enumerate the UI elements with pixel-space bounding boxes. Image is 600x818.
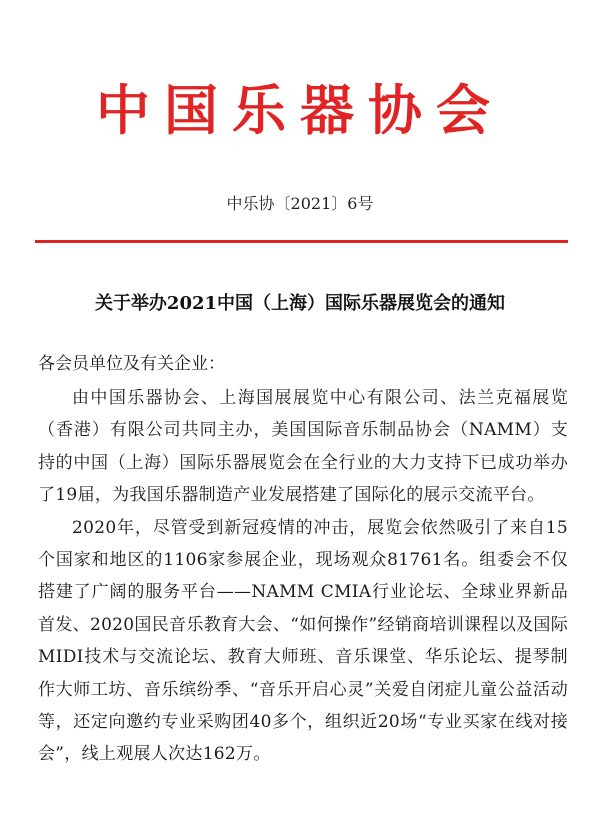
- red-divider-line: [35, 240, 568, 243]
- notice-title: 关于举办2021中国（上海）国际乐器展览会的通知: [94, 293, 506, 314]
- document-number: 中乐协〔2021〕6号: [226, 194, 374, 213]
- org-name-heading: 中国乐器协会: [96, 78, 504, 142]
- body-text: [38, 382, 568, 771]
- body-paragraph: 由中国乐器协会、上海国展展览中心有限公司、法兰克福展览（香港）有限公司共同主办，美国国际音乐制品协会（NAMM）支持的中国（上海）国际乐器展览会在全行业的大力支持下已成功举办了19届，为我国乐器制造产业发展搭建了国际化的展示交流平台。: [38, 388, 568, 506]
- salutation: 各会员单位及有关企业：: [38, 354, 225, 374]
- body-paragraph: 2020年，尽管受到新冠疫情的冲击，展览会依然吸引了来自15个国家和地区的1106家参展企业，现场观众81761名。组委会不仅搭建了广阔的服务平台——NAMM CMIA行业论坛、全球业界新品首发、2020国民音乐教育大会、“如何操作”经销商培训课程以及国际MIDI技术与交流论坛、教育大师班、音乐课堂、华乐论坛、提琴制作大师工坊、音乐缤纷季、“音乐开启心灵”关爱自闭症儿童公益活动等，还定向邀约专业采购团40多个，组织近20场“专业买家在线对接会”，线上观展人次达162万。: [38, 517, 568, 765]
